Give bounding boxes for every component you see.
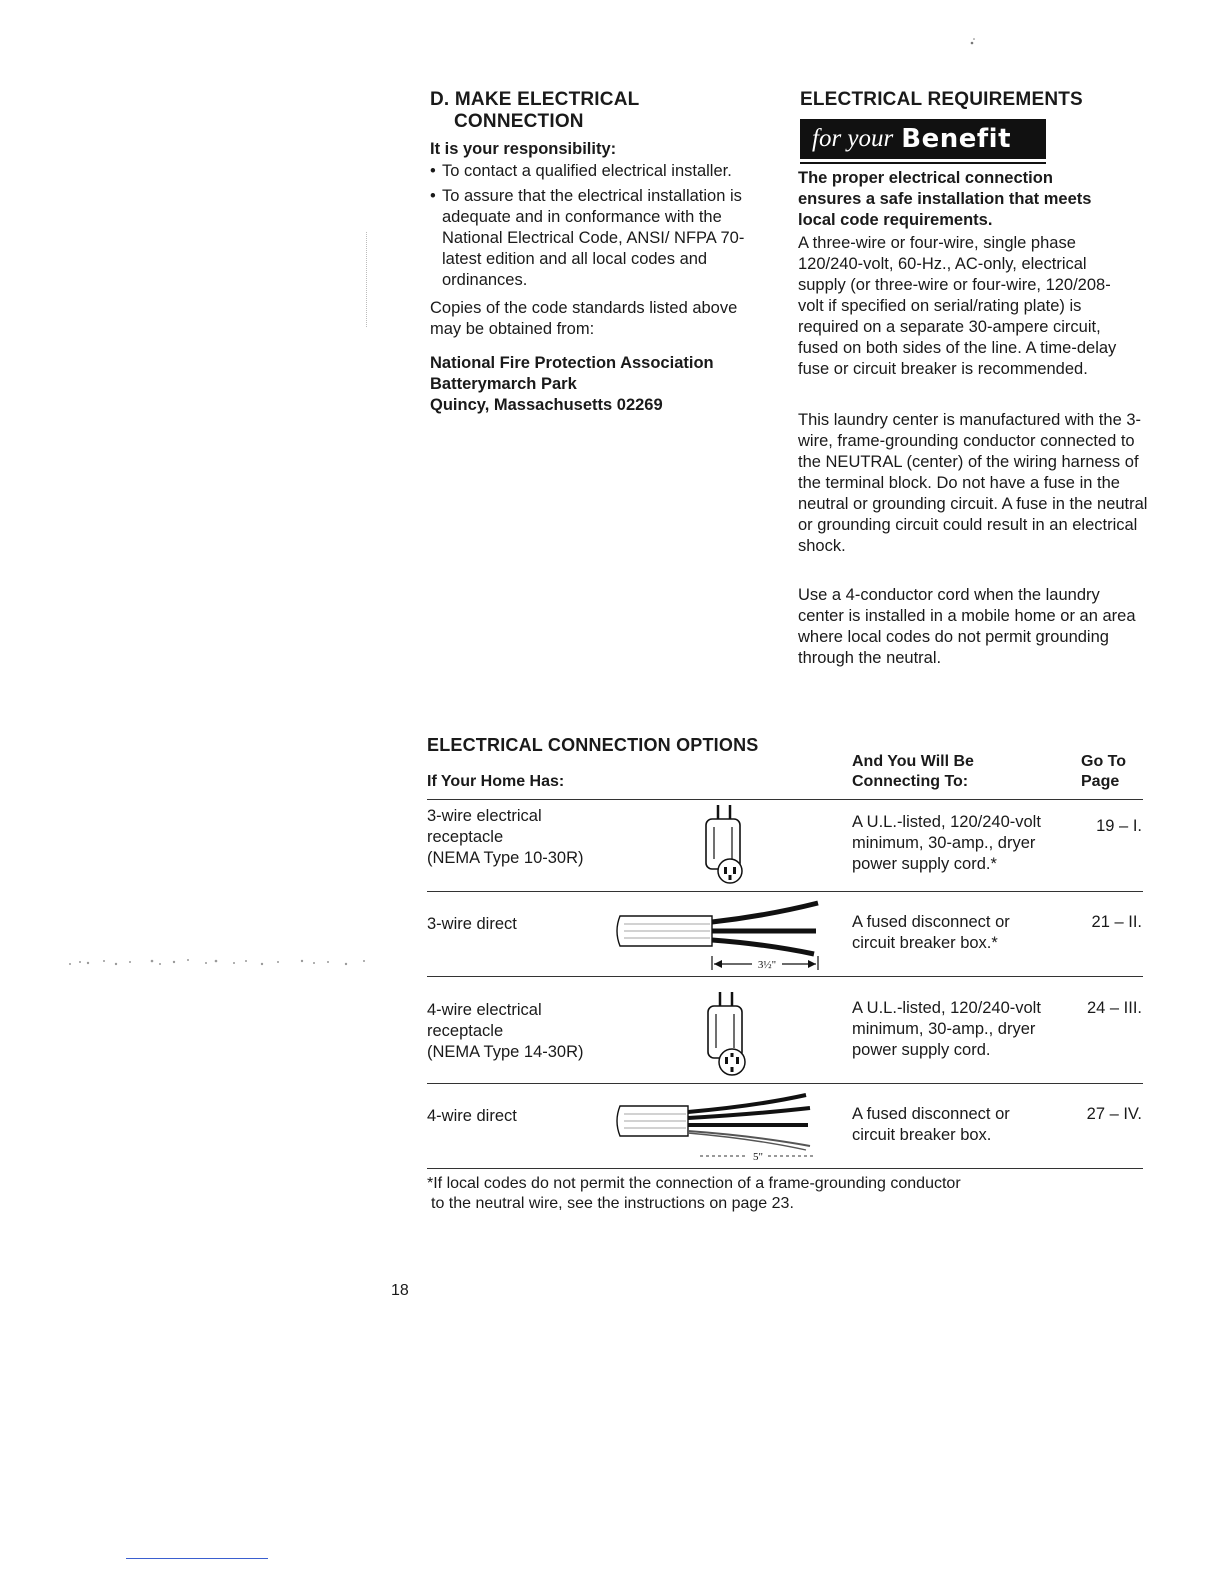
cell-line: 3-wire electrical: [427, 807, 542, 825]
table-row-connecting-to: [852, 912, 1010, 954]
page-number: 18: [391, 1282, 409, 1299]
cell-line: 4-wire electrical: [427, 1001, 542, 1019]
dimension-label: 5": [753, 1151, 763, 1163]
bottom-link-line: [126, 1558, 268, 1559]
3-prong-receptacle-icon: [700, 803, 748, 885]
requirements-paragraph-1: A three-wire or four-wire, single phase 120/240-volt, 60-Hz., AC-only, electrical supply (or three-wire or four-wire, 120/208-volt if specified on serial/rating plate) is required on a separate 30-ampere circuit, fused on both sides of the line. A time-delay fuse or circuit breaker is recommended.: [798, 234, 1117, 378]
requirements-lead: The proper electrical connection ensures a safe installation that meets local code requirements.: [798, 169, 1092, 229]
connection-options-title: ELECTRICAL CONNECTION OPTIONS: [427, 735, 759, 755]
table-row-home-has: [427, 1000, 584, 1063]
copies-text: Copies of the code standards listed above may be obtained from:: [430, 299, 738, 338]
address-line: Batterymarch Park: [430, 375, 577, 393]
scan-mark: [968, 34, 980, 44]
dimension-label: 3½": [757, 959, 777, 971]
cell-line: power supply cord.*: [852, 855, 997, 873]
table-row-page: 24 – III.: [1086, 999, 1142, 1017]
col-header-line: Go To: [1081, 753, 1127, 770]
cell-line: receptacle: [427, 828, 504, 846]
cell-line: receptacle: [427, 1022, 504, 1040]
4-prong-receptacle-icon: [702, 990, 752, 1078]
col-header-home-has: If Your Home Has:: [427, 773, 565, 790]
section-heading-electrical-requirements: ELECTRICAL REQUIREMENTS: [800, 89, 1083, 110]
footnote-line: *If local codes do not permit the connection of a frame-grounding conductor: [427, 1175, 961, 1192]
table-row-connecting-to: [852, 998, 1041, 1061]
cell-line: circuit breaker box.*: [852, 934, 998, 952]
cell-line: A fused disconnect or: [852, 1105, 1010, 1123]
table-bottom-rule: [427, 1168, 1143, 1169]
section-heading-make-electrical-connection: [430, 89, 780, 133]
table-row-page: 19 – I.: [1096, 817, 1142, 835]
responsibility-bullet: • To assure that the electrical installation is adequate and in conformance with the National Electrical Code, ANSI/ NFPA 70-latest edition and all local codes and ordinances.: [430, 186, 780, 291]
cell-line: A fused disconnect or: [852, 913, 1010, 931]
table-row-rule: [427, 976, 1143, 977]
cell-line: (NEMA Type 10-30R): [427, 849, 584, 867]
table-header-rule: [427, 799, 1143, 800]
banner-italic-text: for your: [812, 125, 894, 152]
cell-line: A U.L.-listed, 120/240-volt: [852, 999, 1041, 1017]
col-header-go-to-page: [1081, 752, 1126, 792]
table-row-connecting-to: [852, 812, 1041, 875]
address-line: Quincy, Massachusetts 02269: [430, 396, 663, 414]
table-row-page: 21 – II.: [1091, 913, 1142, 931]
cell-line: (NEMA Type 14-30R): [427, 1043, 584, 1061]
cell-line: power supply cord.: [852, 1041, 991, 1059]
4-wire-cable-icon: [616, 1092, 830, 1164]
for-your-benefit-banner: [800, 119, 1046, 159]
cell-line: minimum, 30-amp., dryer: [852, 1020, 1036, 1038]
table-row-connecting-to: [852, 1104, 1010, 1146]
table-row-rule: [427, 891, 1143, 892]
responsibility-label: It is your responsibility:: [430, 140, 617, 158]
banner-bold-text: Benefit: [901, 124, 1011, 154]
table-footnote: [427, 1174, 1067, 1214]
table-row-rule: [427, 1083, 1143, 1084]
col-header-line: Page: [1081, 773, 1120, 790]
col-header-line: And You Will Be: [852, 753, 974, 770]
banner-underline: [800, 162, 1046, 164]
cell-line: circuit breaker box.: [852, 1126, 992, 1144]
scan-mark: [366, 232, 369, 327]
3-wire-cable-icon: [616, 898, 826, 976]
table-row-page: 27 – IV.: [1086, 1105, 1142, 1123]
nfpa-address: [430, 353, 780, 416]
requirements-paragraph-2: This laundry center is manufactured with the 3-wire, frame-grounding conductor connected to the NEUTRAL (center) of the wiring harness of the terminal block. Do not have a fuse in the neutral or grounding circuit. A fuse in the neutral or grounding circuit could result in an electrical shock.: [798, 411, 1148, 555]
scan-noise: [66, 955, 376, 969]
table-row-home-has: [427, 1106, 517, 1127]
table-row-home-has: [427, 806, 584, 869]
responsibility-bullet: • To contact a qualified electrical installer.: [430, 161, 780, 182]
cell-line: 4-wire direct: [427, 1107, 517, 1125]
cell-line: A U.L.-listed, 120/240-volt: [852, 813, 1041, 831]
address-line: National Fire Protection Association: [430, 354, 714, 372]
col-header-line: Connecting To:: [852, 773, 969, 790]
cell-line: minimum, 30-amp., dryer: [852, 834, 1036, 852]
footnote-line: to the neutral wire, see the instructions on page 23.: [431, 1195, 794, 1212]
heading-line-1: D. MAKE ELECTRICAL: [430, 89, 640, 110]
cell-line: 3-wire direct: [427, 915, 517, 933]
table-row-home-has: [427, 914, 517, 935]
heading-line-2: CONNECTION: [454, 111, 584, 132]
requirements-paragraph-3: Use a 4-conductor cord when the laundry center is installed in a mobile home or an area where local codes do not permit grounding through the neutral.: [798, 586, 1136, 667]
col-header-connecting-to: [852, 752, 974, 792]
responsibility-list: [430, 161, 780, 295]
